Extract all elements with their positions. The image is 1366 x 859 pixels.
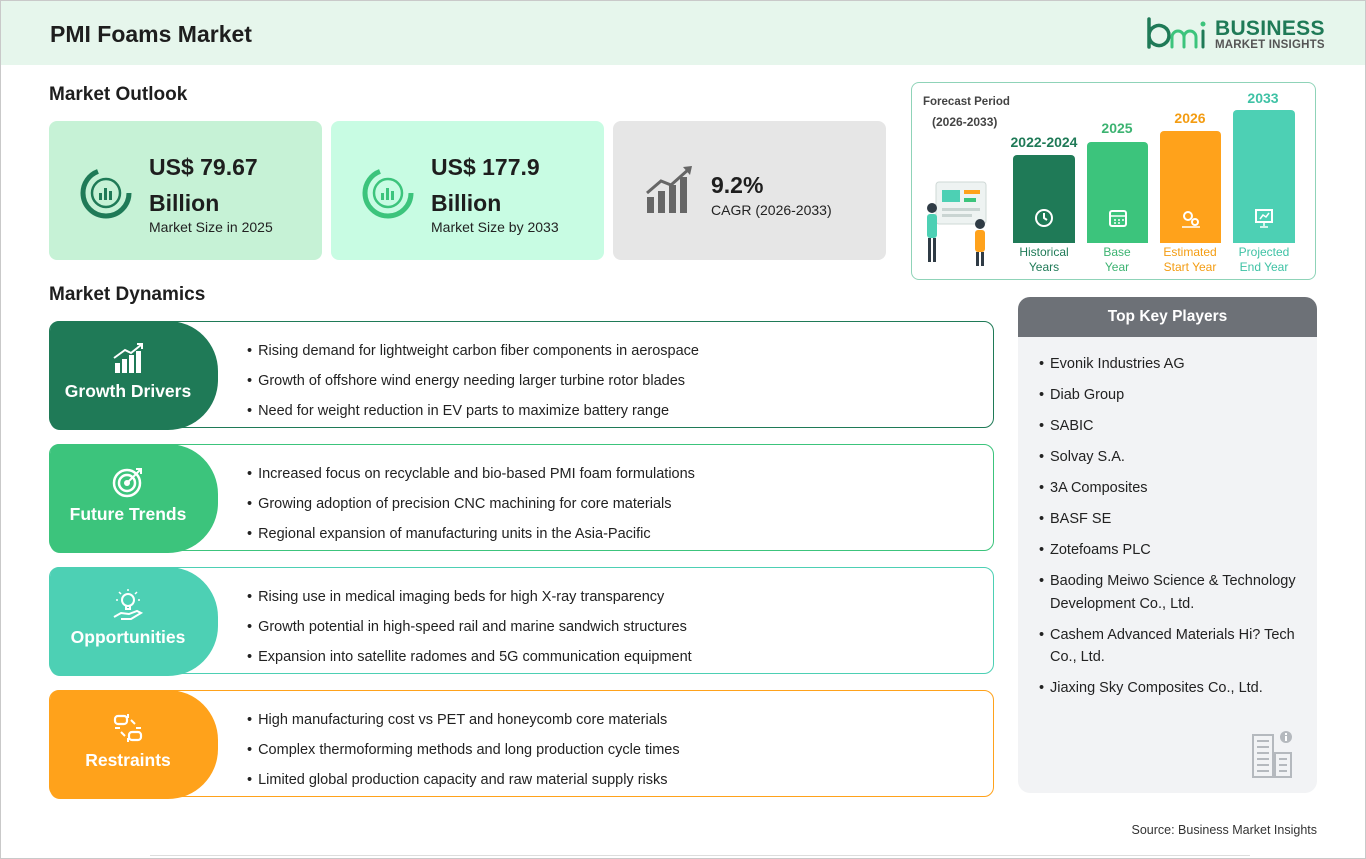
- list-item: • Rising use in medical imaging beds for high X-ray transparency: [247, 587, 692, 617]
- bar-projected-label2: End Year: [1239, 260, 1289, 274]
- list-item: • BASF SE: [1039, 508, 1309, 531]
- market-outlook-title: Market Outlook: [49, 84, 188, 105]
- growth-chart-icon: [643, 163, 697, 217]
- list-item: • Cashem Advanced Materials Hi? Tech Co., Ltd.: [1039, 624, 1309, 669]
- growth-drivers-block: [49, 321, 994, 428]
- forecast-period-panel: [911, 82, 1316, 280]
- bar-historical-year: 2022-2024: [1010, 134, 1078, 150]
- list-item: • Baoding Meiwo Science & Technology Development Co., Ltd.: [1039, 570, 1309, 615]
- cagr-label: CAGR (2026-2033): [711, 202, 832, 218]
- market-size-2025-card: [49, 121, 322, 260]
- list-item: • 3A Composites: [1039, 477, 1309, 500]
- growth-drivers-list: [247, 341, 699, 431]
- list-item: • High manufacturing cost vs PET and honeycomb core materials: [247, 710, 680, 740]
- bar-historical-label1: Historical: [1019, 245, 1069, 259]
- list-item: • Diab Group: [1039, 384, 1309, 407]
- bar-historical: [1013, 155, 1075, 243]
- growth-bars-icon: [111, 343, 145, 375]
- list-item: • Expansion into satellite radomes and 5G communication equipment: [247, 647, 692, 677]
- analysts-illustration-icon: [918, 178, 996, 270]
- building-icon: [1251, 729, 1293, 779]
- cagr-value: 9.2%: [711, 172, 764, 198]
- bar-base-year: 2025: [1101, 120, 1133, 136]
- list-item: • Increased focus on recyclable and bio-based PMI foam formulations: [247, 464, 695, 494]
- market-size-2025-label: Market Size in 2025: [149, 219, 273, 235]
- list-item: • Limited global production capacity and raw material supply risks: [247, 770, 680, 800]
- bar-historical-label2: Years: [1028, 260, 1060, 274]
- list-item: • Rising demand for lightweight carbon fiber components in aerospace: [247, 341, 699, 371]
- opportunities-block: [49, 567, 994, 674]
- cagr-card: [613, 121, 886, 260]
- list-item: • Complex thermoforming methods and long production cycle times: [247, 740, 680, 770]
- bar-estimated-label2: Start Year: [1163, 260, 1217, 274]
- divider: [150, 855, 1250, 856]
- future-trends-list: [247, 464, 695, 554]
- market-size-2025-unit: Billion: [149, 190, 220, 216]
- bar-base-label2: Year: [1104, 260, 1130, 274]
- forecast-period-title: Forecast Period: [923, 96, 1010, 108]
- opportunities-label: Opportunities: [70, 627, 186, 647]
- market-dynamics-title: Market Dynamics: [49, 284, 206, 305]
- list-item: • Solvay S.A.: [1039, 446, 1309, 469]
- forecast-period-range: (2026-2033): [932, 115, 998, 129]
- list-item: • Growth of offshore wind energy needing larger turbine rotor blades: [247, 371, 699, 401]
- key-players-list: [1039, 353, 1309, 708]
- market-size-2033-card: [331, 121, 604, 260]
- list-item: • Jiaxing Sky Composites Co., Ltd.: [1039, 677, 1309, 700]
- list-item: • Evonik Industries AG: [1039, 353, 1309, 376]
- restraints-list: [247, 710, 680, 800]
- list-item: • Need for weight reduction in EV parts to maximize battery range: [247, 401, 699, 431]
- bmi-logo-icon: [1145, 17, 1211, 53]
- presentation-icon: [1253, 207, 1275, 229]
- broken-link-icon: [111, 712, 145, 744]
- opportunities-list: [247, 587, 692, 677]
- future-trends-label: Future Trends: [69, 504, 187, 524]
- bar-base-label1: Base: [1103, 245, 1131, 259]
- list-item: • SABIC: [1039, 415, 1309, 438]
- restraints-block: [49, 690, 994, 797]
- bar-estimated-label1: Estimated: [1163, 245, 1217, 259]
- header-bar: [1, 1, 1365, 65]
- lightbulb-hand-icon: [111, 589, 145, 621]
- target-icon: [111, 466, 145, 498]
- market-size-2033-value: US$ 177.9: [431, 154, 540, 180]
- list-item: • Growth potential in high-speed rail and marine sandwich structures: [247, 617, 692, 647]
- growth-drivers-label: Growth Drivers: [64, 381, 192, 401]
- logo-text-business: BUSINESS: [1215, 17, 1325, 40]
- bar-projected-label1: Projected: [1238, 245, 1290, 259]
- page-title: PMI Foams Market: [50, 21, 252, 47]
- market-size-2025-value: US$ 79.67: [149, 154, 258, 180]
- history-icon: [1033, 207, 1055, 229]
- market-size-2033-unit: Billion: [431, 190, 502, 216]
- bar-estimated-year: 2026: [1174, 110, 1206, 126]
- gears-icon: [1180, 207, 1202, 229]
- market-size-icon: [79, 166, 133, 220]
- calendar-icon: [1107, 207, 1129, 229]
- company-logo: [1145, 15, 1335, 55]
- source-note: Source: Business Market Insights: [1131, 823, 1317, 837]
- market-size-icon: [361, 166, 415, 220]
- restraints-label: Restraints: [85, 750, 171, 770]
- top-key-players-panel: [1018, 297, 1317, 793]
- market-size-2033-label: Market Size by 2033: [431, 219, 559, 235]
- future-trends-block: [49, 444, 994, 551]
- bar-projected-year: 2033: [1247, 90, 1279, 106]
- list-item: • Zotefoams PLC: [1039, 539, 1309, 562]
- list-item: • Growing adoption of precision CNC machining for core materials: [247, 494, 695, 524]
- top-key-players-title: Top Key Players: [1018, 297, 1317, 337]
- logo-text-market-insights: MARKET INSIGHTS: [1215, 39, 1325, 51]
- list-item: • Regional expansion of manufacturing units in the Asia-Pacific: [247, 524, 695, 554]
